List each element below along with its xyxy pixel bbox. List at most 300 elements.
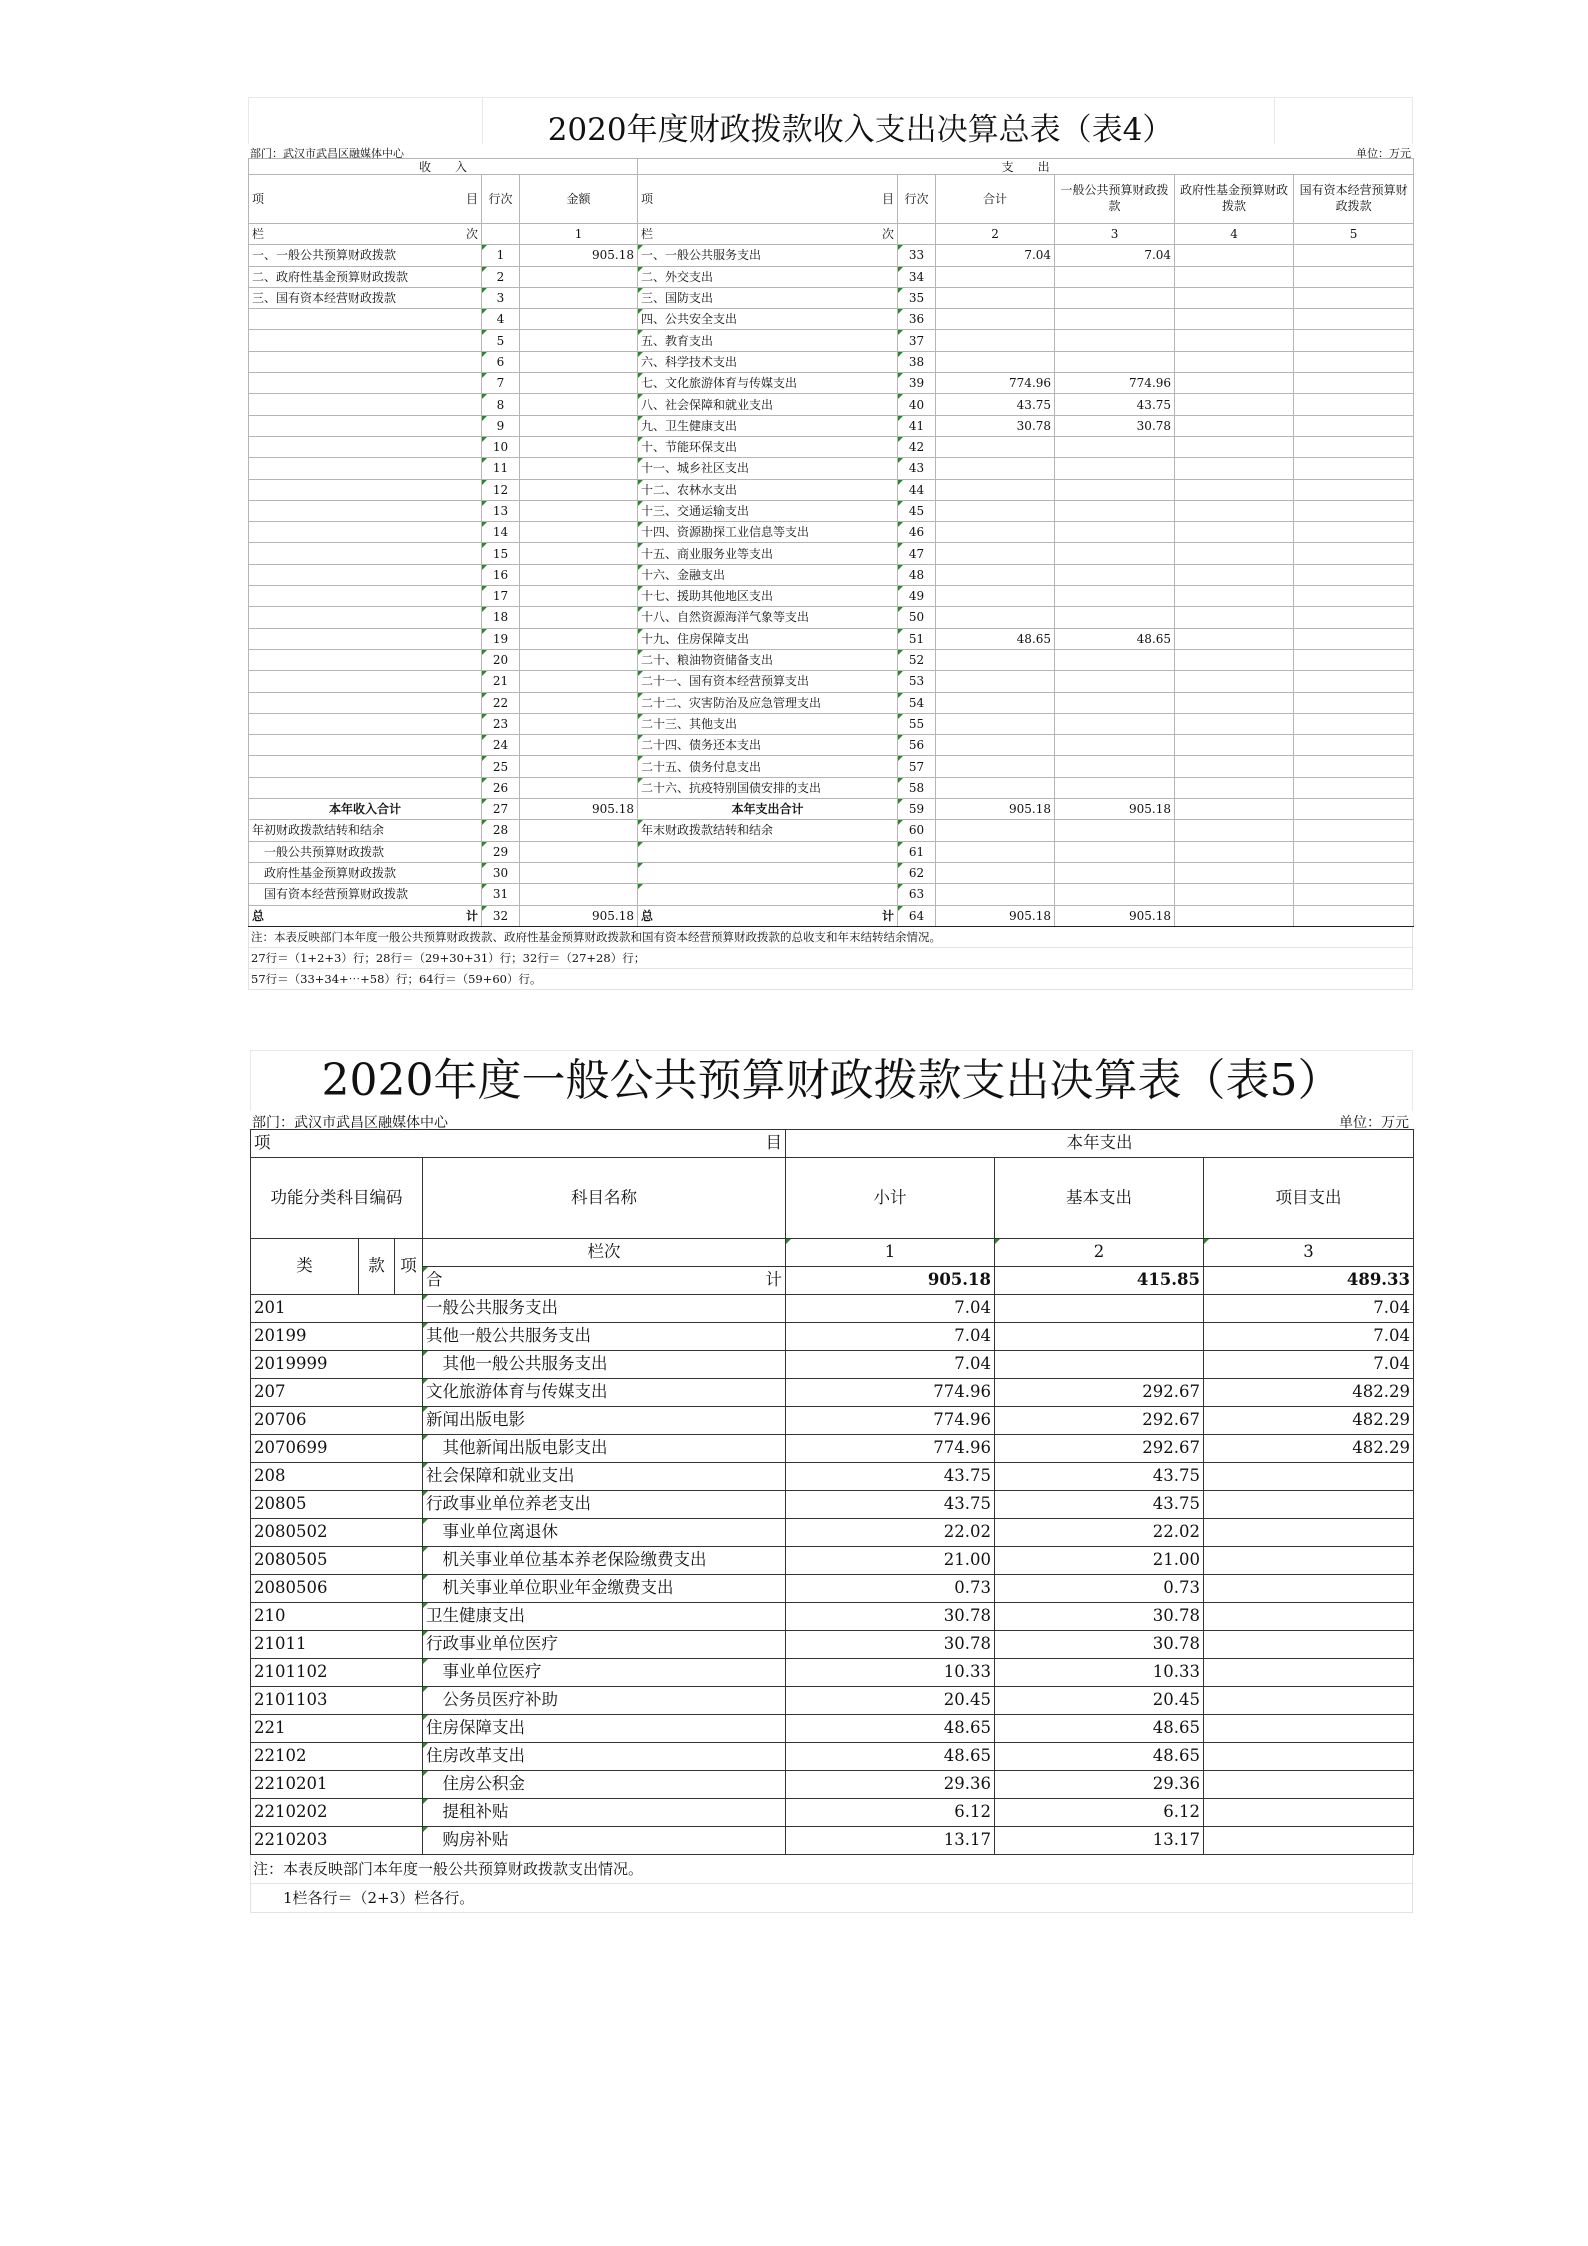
table5-title: 2020年度一般公共预算财政拨款支出决算表（表5） — [250, 1050, 1413, 1111]
t5-project-header: 项目支出 — [1204, 1158, 1414, 1239]
project-value — [1204, 1491, 1414, 1519]
table5-row — [251, 1575, 1414, 1603]
income-row-no: 22 — [482, 692, 520, 713]
expense-carry-total — [936, 820, 1055, 841]
expense-state-capital — [1294, 245, 1414, 266]
expense-general-budget — [1055, 586, 1175, 607]
t5-kuan-header: 款 — [359, 1239, 395, 1295]
table4-row — [249, 436, 1414, 457]
t5-total-project: 489.33 — [1204, 1267, 1414, 1295]
income-item — [249, 373, 482, 394]
income-carry-item: 年初财政拨款结转和结余 — [249, 820, 482, 841]
expense-row-no: 55 — [898, 713, 936, 734]
subject-name: 住房改革支出 — [423, 1743, 786, 1771]
expense-item: 八、社会保障和就业支出 — [638, 394, 898, 415]
project-value — [1204, 1603, 1414, 1631]
income-carry-amount — [520, 820, 638, 841]
expense-state-capital — [1294, 351, 1414, 372]
expense-gov-fund — [1175, 309, 1294, 330]
expense-item: 二十一、国有资本经营预算支出 — [638, 671, 898, 692]
expense-total — [936, 500, 1055, 521]
income-carry-no: 28 — [482, 820, 520, 841]
project-value — [1204, 1575, 1414, 1603]
expense-state-capital — [1294, 564, 1414, 585]
income-row-no: 13 — [482, 500, 520, 521]
table4-row — [249, 287, 1414, 308]
table5-row — [251, 1351, 1414, 1379]
table4-carry-row — [249, 841, 1414, 862]
basic-value: 48.65 — [995, 1715, 1204, 1743]
income-amount — [520, 713, 638, 734]
income-row-no: 15 — [482, 543, 520, 564]
table5-row — [251, 1659, 1414, 1687]
income-item — [249, 777, 482, 798]
col-num-4: 4 — [1175, 224, 1294, 245]
table5-meta — [250, 1111, 1413, 1129]
income-amount — [520, 692, 638, 713]
expense-row-no: 37 — [898, 330, 936, 351]
income-carry-amount — [520, 841, 638, 862]
expense-general-budget — [1055, 351, 1175, 372]
subtotal-value: 20.45 — [786, 1687, 995, 1715]
expense-row-no: 42 — [898, 436, 936, 457]
expense-carry-item: 年末财政拨款结转和结余 — [638, 820, 898, 841]
function-code: 21011 — [251, 1631, 423, 1659]
function-code: 2080506 — [251, 1575, 423, 1603]
table4-row — [249, 586, 1414, 607]
expense-item: 四、公共安全支出 — [638, 309, 898, 330]
expense-gov-fund — [1175, 692, 1294, 713]
function-code: 2070699 — [251, 1435, 423, 1463]
table4-row — [249, 713, 1414, 734]
table4-row — [249, 500, 1414, 521]
table5-row — [251, 1687, 1414, 1715]
income-amount — [520, 266, 638, 287]
basic-value: 20.45 — [995, 1687, 1204, 1715]
expense-state-capital — [1294, 266, 1414, 287]
subject-name: 其他一般公共服务支出 — [423, 1323, 786, 1351]
income-item — [249, 692, 482, 713]
table4-row — [249, 309, 1414, 330]
expense-gov-fund — [1175, 245, 1294, 266]
subtotal-value: 7.04 — [786, 1351, 995, 1379]
expense-row-no: 44 — [898, 479, 936, 500]
income-carry-item: 一般公共预算财政拨款 — [249, 841, 482, 862]
income-carry-no: 31 — [482, 884, 520, 905]
income-subtotal-no: 27 — [482, 799, 520, 820]
expense-gov-fund — [1175, 415, 1294, 436]
income-carry-no: 30 — [482, 862, 520, 883]
expense-general-budget: 7.04 — [1055, 245, 1175, 266]
expense-row-no: 39 — [898, 373, 936, 394]
col-num-2: 2 — [936, 224, 1055, 245]
project-value — [1204, 1547, 1414, 1575]
subject-name: 提租补贴 — [423, 1799, 786, 1827]
income-row-no: 19 — [482, 628, 520, 649]
subject-name: 行政事业单位养老支出 — [423, 1491, 786, 1519]
table5-note-1: 注：本表反映部门本年度一般公共预算财政拨款支出情况。 — [250, 1855, 1413, 1884]
table4-row — [249, 415, 1414, 436]
project-value: 7.04 — [1204, 1323, 1414, 1351]
expense-carry-item — [638, 862, 898, 883]
col-num-5: 5 — [1294, 224, 1414, 245]
expense-row-no: 57 — [898, 756, 936, 777]
expense-item: 二十二、灾害防治及应急管理支出 — [638, 692, 898, 713]
expense-gov-fund — [1175, 522, 1294, 543]
income-amount — [520, 607, 638, 628]
t5-total-subtotal: 905.18 — [786, 1267, 995, 1295]
expense-gov-fund — [1175, 266, 1294, 287]
income-amount — [520, 351, 638, 372]
income-grand-total-amount: 905.18 — [520, 905, 638, 926]
expense-gov-fund — [1175, 500, 1294, 521]
expense-item: 二十、粮油物资储备支出 — [638, 649, 898, 670]
function-code: 2019999 — [251, 1351, 423, 1379]
table5-row — [251, 1771, 1414, 1799]
table4-row — [249, 479, 1414, 500]
function-code: 22102 — [251, 1743, 423, 1771]
expense-carry-general — [1055, 841, 1175, 862]
income-row-no: 24 — [482, 735, 520, 756]
subtotal-value: 43.75 — [786, 1463, 995, 1491]
income-subtotal-amount: 905.18 — [520, 799, 638, 820]
income-item — [249, 351, 482, 372]
t5-code-header: 功能分类科目编码 — [251, 1158, 423, 1239]
subject-name: 一般公共服务支出 — [423, 1295, 786, 1323]
table4-grand-total-row — [249, 905, 1414, 926]
function-code: 20706 — [251, 1407, 423, 1435]
table5-note-2: 1栏各行＝（2+3）栏各行。 — [250, 1884, 1413, 1913]
expense-state-capital — [1294, 649, 1414, 670]
expense-general-budget: 30.78 — [1055, 415, 1175, 436]
expense-carry-no: 61 — [898, 841, 936, 862]
income-amount — [520, 543, 638, 564]
subtotal-value: 10.33 — [786, 1659, 995, 1687]
income-amount — [520, 628, 638, 649]
income-carry-no: 29 — [482, 841, 520, 862]
project-value — [1204, 1519, 1414, 1547]
expense-item: 十七、援助其他地区支出 — [638, 586, 898, 607]
expense-grand-total-no: 64 — [898, 905, 936, 926]
income-amount — [520, 373, 638, 394]
expense-carry-state-capital — [1294, 841, 1414, 862]
income-item — [249, 586, 482, 607]
expense-state-capital — [1294, 777, 1414, 798]
income-item-header: 项 目 — [249, 175, 482, 224]
income-row-no: 2 — [482, 266, 520, 287]
income-item — [249, 671, 482, 692]
table4-note-2: 27行＝（1+2+3）行；28行＝（29+30+31）行；32行＝（27+28）行； — [248, 948, 1413, 969]
state-capital-header: 国有资本经营预算财政拨款 — [1294, 175, 1414, 224]
project-value — [1204, 1631, 1414, 1659]
table4-row — [249, 671, 1414, 692]
income-row-no: 16 — [482, 564, 520, 585]
expense-total-header: 合计 — [936, 175, 1055, 224]
table5-row — [251, 1379, 1414, 1407]
function-code: 2101103 — [251, 1687, 423, 1715]
table5-row — [251, 1547, 1414, 1575]
expense-general-budget — [1055, 309, 1175, 330]
expense-general-budget — [1055, 458, 1175, 479]
project-value — [1204, 1463, 1414, 1491]
expense-carry-state-capital — [1294, 884, 1414, 905]
income-amount — [520, 756, 638, 777]
basic-value: 29.36 — [995, 1771, 1204, 1799]
expense-rowno-header: 行次 — [898, 175, 936, 224]
income-carry-amount — [520, 884, 638, 905]
subtotal-value: 22.02 — [786, 1519, 995, 1547]
expense-subtotal-label: 本年支出合计 — [638, 799, 898, 820]
expense-row-no: 51 — [898, 628, 936, 649]
subject-name: 机关事业单位基本养老保险缴费支出 — [423, 1547, 786, 1575]
income-amount — [520, 649, 638, 670]
table5 — [250, 1129, 1414, 1855]
expense-subtotal-state-capital — [1294, 799, 1414, 820]
expense-row-no: 35 — [898, 287, 936, 308]
subject-name: 事业单位医疗 — [423, 1659, 786, 1687]
subtotal-value: 30.78 — [786, 1631, 995, 1659]
t5-xiang-header: 项 — [395, 1239, 423, 1295]
table5-row — [251, 1715, 1414, 1743]
table4-subtotal-row — [249, 799, 1414, 820]
table4 — [248, 158, 1414, 927]
income-item — [249, 330, 482, 351]
expense-gov-fund — [1175, 330, 1294, 351]
project-value — [1204, 1715, 1414, 1743]
expense-total — [936, 479, 1055, 500]
t5-name-header: 科目名称 — [423, 1158, 786, 1239]
income-row-no: 25 — [482, 756, 520, 777]
expense-general-budget — [1055, 735, 1175, 756]
expense-row-no: 49 — [898, 586, 936, 607]
expense-carry-gov-fund — [1175, 820, 1294, 841]
expense-total — [936, 692, 1055, 713]
expense-item: 二、外交支出 — [638, 266, 898, 287]
function-code: 2210203 — [251, 1827, 423, 1855]
project-value — [1204, 1771, 1414, 1799]
subtotal-value: 6.12 — [786, 1799, 995, 1827]
expense-gov-fund — [1175, 756, 1294, 777]
function-code: 210 — [251, 1603, 423, 1631]
basic-value — [995, 1295, 1204, 1323]
expense-gov-fund — [1175, 479, 1294, 500]
function-code: 20199 — [251, 1323, 423, 1351]
subtotal-value: 13.17 — [786, 1827, 995, 1855]
expense-item: 一、一般公共服务支出 — [638, 245, 898, 266]
expense-total — [936, 586, 1055, 607]
basic-value: 292.67 — [995, 1435, 1204, 1463]
expense-gov-fund — [1175, 394, 1294, 415]
table4-row — [249, 756, 1414, 777]
expense-general-budget — [1055, 713, 1175, 734]
table4-row — [249, 522, 1414, 543]
expense-gov-fund — [1175, 607, 1294, 628]
function-code: 221 — [251, 1715, 423, 1743]
expense-item: 十八、自然资源海洋气象等支出 — [638, 607, 898, 628]
expense-state-capital — [1294, 543, 1414, 564]
income-row-no: 12 — [482, 479, 520, 500]
expense-carry-gov-fund — [1175, 862, 1294, 883]
basic-value: 30.78 — [995, 1603, 1204, 1631]
expense-state-capital — [1294, 415, 1414, 436]
table4-row — [249, 777, 1414, 798]
expense-item: 十一、城乡社区支出 — [638, 458, 898, 479]
expense-grand-total-state-capital — [1294, 905, 1414, 926]
table5-row — [251, 1435, 1414, 1463]
income-item — [249, 309, 482, 330]
basic-value: 13.17 — [995, 1827, 1204, 1855]
expense-gov-fund — [1175, 373, 1294, 394]
expense-general-budget — [1055, 287, 1175, 308]
project-value: 482.29 — [1204, 1435, 1414, 1463]
expense-subtotal-total: 905.18 — [936, 799, 1055, 820]
expense-total — [936, 671, 1055, 692]
subject-name: 文化旅游体育与传媒支出 — [423, 1379, 786, 1407]
income-row-no: 4 — [482, 309, 520, 330]
expense-carry-gov-fund — [1175, 884, 1294, 905]
income-row-no: 11 — [482, 458, 520, 479]
expense-gov-fund — [1175, 777, 1294, 798]
income-amount — [520, 436, 638, 457]
function-code: 2101102 — [251, 1659, 423, 1687]
t5-basic-header: 基本支出 — [995, 1158, 1204, 1239]
table4-meta — [248, 144, 1413, 158]
income-amount — [520, 330, 638, 351]
income-item: 三、国有资本经营财政拨款 — [249, 287, 482, 308]
table4-row — [249, 564, 1414, 585]
income-item — [249, 564, 482, 585]
expense-total: 30.78 — [936, 415, 1055, 436]
income-carry-item: 政府性基金预算财政拨款 — [249, 862, 482, 883]
expense-total — [936, 543, 1055, 564]
expense-state-capital — [1294, 522, 1414, 543]
table5-row — [251, 1463, 1414, 1491]
expense-grand-total-total: 905.18 — [936, 905, 1055, 926]
project-value — [1204, 1827, 1414, 1855]
table4-section — [248, 97, 1413, 990]
expense-state-capital — [1294, 479, 1414, 500]
t5-this-year-header: 本年支出 — [786, 1130, 1414, 1158]
expense-total — [936, 649, 1055, 670]
expense-carry-no: 63 — [898, 884, 936, 905]
expense-total — [936, 756, 1055, 777]
basic-value: 21.00 — [995, 1547, 1204, 1575]
expense-row-no: 56 — [898, 735, 936, 756]
expense-item: 五、教育支出 — [638, 330, 898, 351]
project-value: 7.04 — [1204, 1295, 1414, 1323]
income-item — [249, 713, 482, 734]
expense-row-no: 45 — [898, 500, 936, 521]
expense-row-no: 43 — [898, 458, 936, 479]
expense-gov-fund — [1175, 287, 1294, 308]
expense-subtotal-no: 59 — [898, 799, 936, 820]
col-label-cell-right: 栏 次 — [638, 224, 898, 245]
expense-gov-fund — [1175, 351, 1294, 372]
income-row-no: 26 — [482, 777, 520, 798]
table4-row — [249, 245, 1414, 266]
expense-row-no: 36 — [898, 309, 936, 330]
expense-state-capital — [1294, 735, 1414, 756]
project-value: 482.29 — [1204, 1407, 1414, 1435]
subtotal-value: 774.96 — [786, 1407, 995, 1435]
income-row-no: 5 — [482, 330, 520, 351]
expense-total — [936, 777, 1055, 798]
project-value: 7.04 — [1204, 1351, 1414, 1379]
subject-name: 购房补贴 — [423, 1827, 786, 1855]
table5-row — [251, 1799, 1414, 1827]
expense-item: 六、科学技术支出 — [638, 351, 898, 372]
income-amount — [520, 287, 638, 308]
income-item — [249, 543, 482, 564]
col-num-1: 1 — [520, 224, 638, 245]
function-code: 2080502 — [251, 1519, 423, 1547]
expense-general-budget — [1055, 330, 1175, 351]
t5-total-basic: 415.85 — [995, 1267, 1204, 1295]
expense-item: 七、文化旅游体育与传媒支出 — [638, 373, 898, 394]
expense-carry-general — [1055, 820, 1175, 841]
basic-value: 0.73 — [995, 1575, 1204, 1603]
expense-total — [936, 607, 1055, 628]
subject-name: 行政事业单位医疗 — [423, 1631, 786, 1659]
expense-grand-total-general: 905.18 — [1055, 905, 1175, 926]
expense-gov-fund — [1175, 735, 1294, 756]
income-amount — [520, 309, 638, 330]
expense-carry-no: 60 — [898, 820, 936, 841]
expense-item: 二十五、债务付息支出 — [638, 756, 898, 777]
col-label-cell: 栏 次 — [249, 224, 482, 245]
subtotal-value: 7.04 — [786, 1323, 995, 1351]
income-row-no: 1 — [482, 245, 520, 266]
expense-general-budget — [1055, 777, 1175, 798]
income-carry-amount — [520, 862, 638, 883]
table4-row — [249, 735, 1414, 756]
subtotal-value: 0.73 — [786, 1575, 995, 1603]
table4-carry-row — [249, 820, 1414, 841]
table5-row — [251, 1743, 1414, 1771]
expense-general-budget — [1055, 522, 1175, 543]
income-subtotal-label: 本年收入合计 — [249, 799, 482, 820]
expense-total — [936, 309, 1055, 330]
income-row-no: 21 — [482, 671, 520, 692]
expense-carry-state-capital — [1294, 820, 1414, 841]
t5-subtotal-header: 小计 — [786, 1158, 995, 1239]
table4-unit: 单位：万元 — [1356, 147, 1411, 160]
expense-item: 十、节能环保支出 — [638, 436, 898, 457]
income-item — [249, 649, 482, 670]
expense-general-budget — [1055, 564, 1175, 585]
basic-value: 292.67 — [995, 1379, 1204, 1407]
income-item — [249, 735, 482, 756]
expense-total — [936, 287, 1055, 308]
income-item: 一、一般公共预算财政拨款 — [249, 245, 482, 266]
expense-row-no: 38 — [898, 351, 936, 372]
subtotal-value: 30.78 — [786, 1603, 995, 1631]
expense-row-no: 54 — [898, 692, 936, 713]
income-item — [249, 394, 482, 415]
expense-general-budget — [1055, 543, 1175, 564]
table4-row — [249, 458, 1414, 479]
expense-item: 十六、金融支出 — [638, 564, 898, 585]
table5-row — [251, 1827, 1414, 1855]
income-grand-total-no: 32 — [482, 905, 520, 926]
expense-state-capital — [1294, 586, 1414, 607]
table5-row — [251, 1631, 1414, 1659]
expense-grand-total-label: 总 计 — [638, 905, 898, 926]
income-row-no: 3 — [482, 287, 520, 308]
table5-row — [251, 1491, 1414, 1519]
income-carry-item: 国有资本经营预算财政拨款 — [249, 884, 482, 905]
expense-carry-total — [936, 841, 1055, 862]
